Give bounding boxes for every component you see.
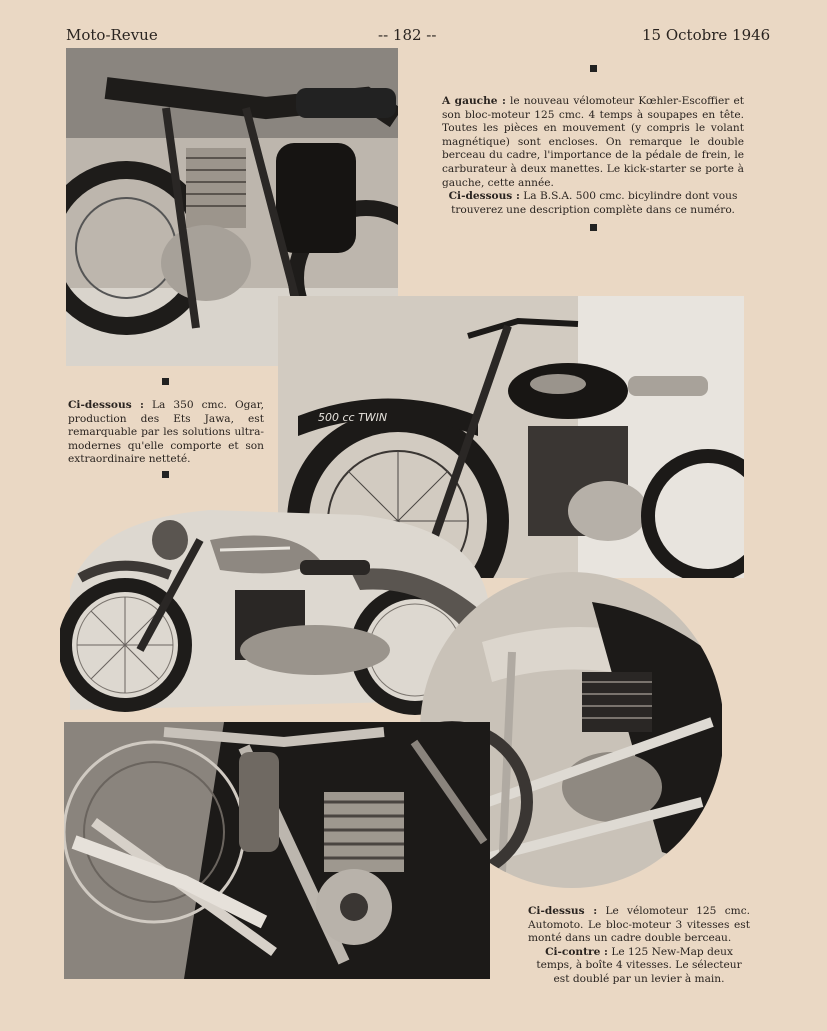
caption-automoto-newmap (528, 905, 750, 987)
bullet-marker (162, 471, 169, 478)
page-number: -- 182 -- (378, 26, 437, 44)
photo-new-map (64, 722, 490, 979)
caption-text: Le vélomoteur 125 cmc. Automoto. Le bloc-moteur 3 vitesses est monté dans un cadre double berceau. (528, 905, 750, 945)
caption-text: Le 125 New-Map deux temps, à boîte 4 vitesses. Le sélecteur est doublé par un levier à main. (536, 945, 742, 985)
bsa-tank-text: 500 cc TWIN (318, 411, 388, 424)
caption-label: Ci-contre : (545, 945, 608, 958)
caption-text: le nouveau vélomoteur Kœhler-Escoffier et son bloc-moteur 125 cmc. 4 temps à soupapes en tête. Toutes les pièces en mouvement (y compris le volant magnétique) sont encloses. On remarque le double berceau du cadre, l'importance de la pédale de frein, le carburateur à deux manettes. Le kick-starter se porte à gauche, cette année. (442, 95, 744, 189)
journal-title: Moto-Revue (66, 26, 158, 44)
caption-label: Ci-dessus : (528, 905, 598, 917)
bullet-marker (162, 378, 169, 385)
caption-ogar (68, 399, 264, 467)
caption-text: La 350 cmc. Ogar, production des Ets Jawa, est remarquable par les solutions ultra-modernes qu'elle comporte et son extraordinaire netteté. (68, 399, 264, 466)
caption-label: Ci-dessous : (68, 399, 144, 411)
caption-text: La B.S.A. 500 cmc. bicylindre dont vous trouverez une description complète dans ce numéro. (451, 190, 738, 216)
bullet-marker (590, 224, 597, 231)
caption-label: Ci-dessous : (448, 190, 520, 203)
caption-label: A gauche : (442, 95, 506, 107)
issue-date: 15 Octobre 1946 (642, 26, 771, 44)
bullet-marker (590, 65, 597, 72)
caption-koehler-bsa (442, 95, 744, 217)
